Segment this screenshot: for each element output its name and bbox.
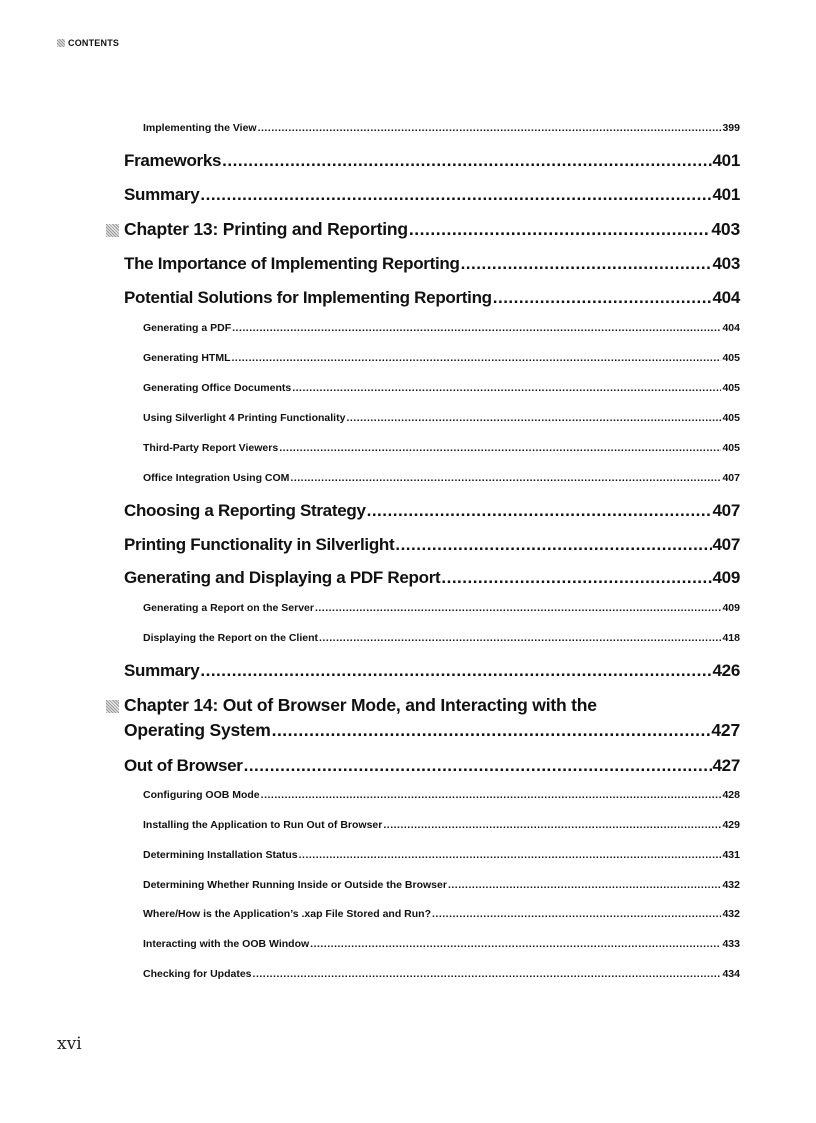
leader-dots xyxy=(292,382,721,394)
leader-dots xyxy=(315,602,722,614)
toc-entry xyxy=(143,849,740,861)
toc-entry xyxy=(143,879,740,891)
leader-dots xyxy=(222,151,711,171)
toc-entry-page: 409 xyxy=(722,602,740,614)
toc-entry-title: Office Integration Using COM xyxy=(143,472,290,484)
toc-entry xyxy=(143,472,740,484)
leader-dots xyxy=(200,661,711,681)
leader-dots xyxy=(310,938,721,950)
toc-entry-page: 403 xyxy=(711,219,740,239)
leader-dots xyxy=(319,632,721,644)
toc-entry xyxy=(143,968,740,980)
leader-dots xyxy=(232,352,722,364)
toc-entry-title: Summary xyxy=(124,185,200,204)
leader-dots xyxy=(244,756,712,776)
toc-entry-title: Out of Browser xyxy=(124,756,243,775)
toc-entry xyxy=(143,602,740,614)
toc-entry-title: Choosing a Reporting Strategy xyxy=(124,501,366,520)
toc-entry xyxy=(143,352,740,364)
leader-dots xyxy=(441,568,711,588)
toc-entry-page: 407 xyxy=(712,501,740,520)
toc-entry xyxy=(124,756,740,776)
toc-entry xyxy=(143,908,740,920)
toc-entry-page: 403 xyxy=(712,254,740,273)
toc-entry-title: Displaying the Report on the Client xyxy=(143,632,319,644)
toc-chapter-entry xyxy=(124,219,740,240)
leader-dots xyxy=(493,288,712,308)
toc-entry-page: 401 xyxy=(712,185,740,204)
toc-entry xyxy=(124,568,740,588)
leader-dots xyxy=(461,254,712,274)
toc-entry-page: 427 xyxy=(711,720,740,740)
toc-entry-page: 405 xyxy=(722,352,740,364)
toc-entry xyxy=(124,535,740,555)
toc-entry-page: 434 xyxy=(722,968,740,980)
toc-entry-title: Checking for Updates xyxy=(143,968,252,980)
toc-entry-title: Using Silverlight 4 Printing Functionality xyxy=(143,412,346,424)
toc-entry-title: Where/How is the Application’s .xap File Stored and Run? xyxy=(143,908,432,920)
toc-entry-page: 399 xyxy=(722,122,740,134)
toc-entry xyxy=(143,938,740,950)
toc-entry-title: Determining Whether Running Inside or Outside the Browser xyxy=(143,879,447,891)
toc-entry-page: 407 xyxy=(722,472,740,484)
leader-dots xyxy=(279,442,721,454)
leader-dots xyxy=(232,322,721,334)
toc-entry xyxy=(124,661,740,681)
toc-entry-page: 404 xyxy=(712,288,740,307)
toc-entry-title: Generating Office Documents xyxy=(143,382,292,394)
leader-dots xyxy=(290,472,721,484)
leader-dots xyxy=(367,501,712,521)
toc-entry-title: Generating and Displaying a PDF Report xyxy=(124,568,441,587)
toc-entry-title: Potential Solutions for Implementing Reporting xyxy=(124,288,492,307)
toc-entry-page: 429 xyxy=(722,819,740,831)
toc-entry-page: 401 xyxy=(712,151,740,170)
toc-entry xyxy=(124,254,740,274)
toc-entry-title: Interacting with the OOB Window xyxy=(143,938,310,950)
toc-entry-page: 426 xyxy=(712,661,740,680)
toc-entry-page: 405 xyxy=(722,412,740,424)
leader-dots xyxy=(409,219,710,240)
toc-entry-title: Implementing the View xyxy=(143,122,257,134)
leader-dots xyxy=(261,789,722,801)
toc-entry xyxy=(143,442,740,454)
leader-dots xyxy=(258,122,722,134)
toc-entry-title: Summary xyxy=(124,661,200,680)
toc-entry xyxy=(143,819,740,831)
toc-entry xyxy=(143,789,740,801)
leader-dots xyxy=(253,968,722,980)
toc-entry-page: 427 xyxy=(712,756,740,775)
toc-entry xyxy=(143,122,740,134)
toc-entry-title: Determining Installation Status xyxy=(143,849,298,861)
toc-entry xyxy=(143,382,740,394)
toc-entry-page: 405 xyxy=(722,382,740,394)
toc-entry-page: 428 xyxy=(722,789,740,801)
toc-entry-page: 404 xyxy=(722,322,740,334)
toc-entry-title: Generating HTML xyxy=(143,352,231,364)
toc-entry xyxy=(124,151,740,171)
leader-dots xyxy=(383,819,721,831)
toc-entry-title: Operating System xyxy=(124,720,271,740)
leader-dots xyxy=(346,412,721,424)
toc-entry-page: 432 xyxy=(722,879,740,891)
chapter-hatch-icon xyxy=(106,224,119,237)
toc-entry-title: Generating a Report on the Server xyxy=(143,602,314,614)
toc-entry-page: 432 xyxy=(722,908,740,920)
toc-entry xyxy=(143,322,740,334)
chapter-hatch-icon xyxy=(106,700,119,713)
toc-entry-title: The Importance of Implementing Reporting xyxy=(124,254,460,273)
toc-entry-page: 407 xyxy=(712,535,740,554)
toc-entry-page: 418 xyxy=(722,632,740,644)
toc-entry-page: 409 xyxy=(712,568,740,587)
toc-entry xyxy=(124,288,740,308)
toc-entry-title: Printing Functionality in Silverlight xyxy=(124,535,395,554)
toc-chapter-entry xyxy=(124,720,740,741)
toc-entry-page: 405 xyxy=(722,442,740,454)
toc-entry-title: Frameworks xyxy=(124,151,222,170)
toc-entry-title: Generating a PDF xyxy=(143,322,232,334)
toc-entry-page: 433 xyxy=(722,938,740,950)
toc-entry-title: Configuring OOB Mode xyxy=(143,789,260,801)
toc-entry-page: 431 xyxy=(722,849,740,861)
leader-dots xyxy=(272,720,711,741)
leader-dots xyxy=(448,879,722,891)
leader-dots xyxy=(432,908,721,920)
leader-dots xyxy=(299,849,722,861)
toc-entry xyxy=(143,412,740,424)
toc-entry-title: Installing the Application to Run Out of Browser xyxy=(143,819,383,831)
toc-entry xyxy=(124,501,740,521)
toc-chapter-title-line1: Chapter 14: Out of Browser Mode, and Interacting with the xyxy=(124,695,597,715)
running-header-label: CONTENTS xyxy=(68,38,120,48)
leader-dots xyxy=(200,185,711,205)
toc-entry-title: Chapter 13: Printing and Reporting xyxy=(124,219,408,239)
toc-entry-title: Third-Party Report Viewers xyxy=(143,442,279,454)
page-number: xvi xyxy=(57,1034,82,1054)
leader-dots xyxy=(395,535,711,555)
toc-entry xyxy=(124,185,740,205)
toc-entry xyxy=(143,632,740,644)
